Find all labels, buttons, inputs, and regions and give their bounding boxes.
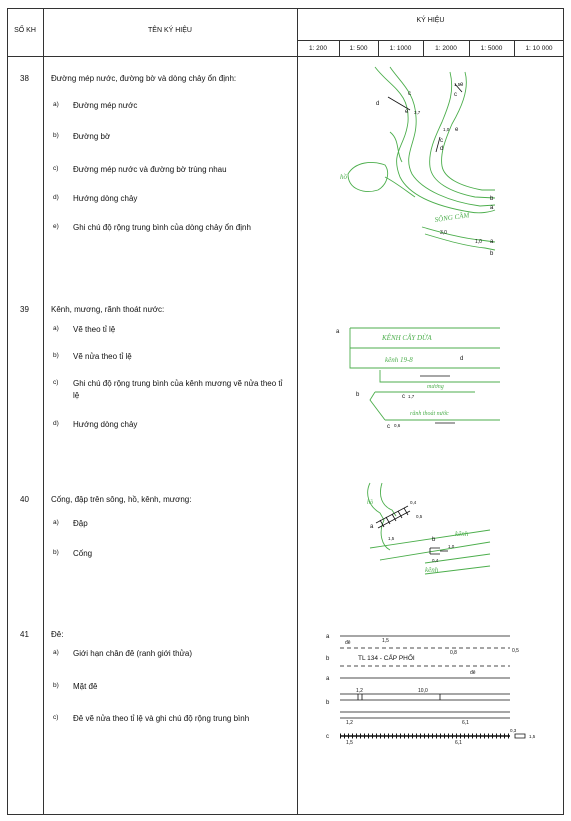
svg-text:0,5: 0,5 [512, 648, 519, 654]
scale-10000: 1: 10 000 [525, 45, 553, 52]
item-41-number: 41 [20, 630, 29, 639]
svg-text:6,1: 6,1 [455, 740, 462, 746]
svg-text:10,0: 10,0 [418, 688, 428, 694]
svg-text:0,6: 0,6 [394, 423, 401, 428]
scale-200: 1: 200 [308, 45, 328, 52]
svg-text:3,0: 3,0 [440, 230, 447, 236]
svg-text:1,7: 1,7 [408, 394, 415, 399]
svg-text:b: b [356, 392, 360, 398]
svg-text:hồ: hồ [340, 173, 347, 181]
svg-text:b: b [326, 656, 330, 662]
item-39-number: 39 [20, 305, 29, 314]
svg-text:c: c [440, 138, 443, 144]
header-bottom [7, 56, 564, 57]
svg-text:1,5: 1,5 [529, 734, 536, 739]
svg-text:kênh: kênh [425, 566, 439, 574]
svg-text:e: e [460, 82, 464, 88]
col-divider-1 [43, 8, 44, 815]
scale-5000: 1: 5000 [480, 45, 503, 52]
svg-text:1,2: 1,2 [356, 688, 363, 694]
svg-text:a: a [370, 524, 374, 530]
item-40-symbol [360, 478, 500, 588]
item-38-title: Đường mép nước, đường bờ và dòng chảy ổn định: [51, 74, 237, 83]
scale-2000: 1: 2000 [435, 45, 457, 52]
svg-text:b: b [432, 537, 436, 543]
svg-text:0,4: 0,4 [410, 500, 417, 505]
svg-text:d: d [376, 101, 380, 107]
svg-text:a: a [326, 676, 330, 682]
header-symbol: KÝ HIỆU [416, 17, 445, 24]
svg-text:6,1: 6,1 [462, 720, 469, 726]
svg-text:c: c [387, 424, 390, 430]
svg-text:0,5: 0,5 [416, 514, 423, 519]
svg-text:b: b [490, 251, 494, 257]
svg-text:hồ: hồ [367, 500, 373, 506]
svg-text:mương: mương [427, 384, 444, 390]
svg-text:1,5: 1,5 [346, 740, 353, 746]
item-38-number: 38 [20, 74, 29, 83]
col-divider-2 [297, 8, 298, 815]
item-40-title: Cống, đập trên sông, hồ, kênh, mương: [51, 495, 192, 504]
svg-text:a: a [490, 205, 494, 211]
scale-500: 1: 500 [349, 45, 368, 52]
svg-text:1,0: 1,0 [448, 544, 455, 549]
svg-text:c: c [326, 734, 329, 740]
svg-text:đê: đê [345, 640, 351, 646]
svg-text:TL 134 - CẤP PHỐI: TL 134 - CẤP PHỐI [358, 655, 415, 662]
item-41-title: Đê: [51, 630, 64, 639]
svg-text:0,8: 0,8 [450, 650, 457, 656]
svg-text:1,5: 1,5 [454, 82, 461, 87]
svg-text:1,0: 1,0 [475, 239, 482, 245]
svg-text:0,4: 0,4 [432, 558, 439, 563]
header-name: TÊN KÝ HIỆU [148, 27, 192, 34]
svg-text:b: b [490, 196, 494, 202]
svg-text:KÊNH CÂY DỪA: KÊNH CÂY DỪA [382, 334, 432, 342]
item-38-symbol [330, 62, 510, 262]
svg-text:b: b [326, 700, 330, 706]
svg-text:1,5: 1,5 [388, 536, 395, 541]
svg-text:c: c [402, 394, 405, 400]
svg-text:1,2: 1,2 [346, 720, 353, 726]
svg-text:1,0: 1,0 [443, 127, 450, 132]
scale-1000: 1: 1000 [389, 45, 412, 52]
svg-text:a: a [326, 634, 330, 640]
svg-text:e: e [455, 127, 459, 133]
svg-text:1,5: 1,5 [382, 638, 389, 644]
svg-text:d: d [460, 356, 464, 362]
svg-text:a: a [490, 239, 494, 245]
svg-text:0,3: 0,3 [510, 728, 517, 733]
svg-text:đê: đê [470, 670, 476, 676]
svg-text:e: e [405, 109, 409, 115]
svg-text:kênh 19-8: kênh 19-8 [385, 356, 413, 364]
svg-text:c: c [454, 92, 457, 98]
header-number: SỐ KH [14, 27, 36, 34]
svg-text:d: d [440, 146, 444, 152]
item-40-number: 40 [20, 495, 29, 504]
svg-text:rãnh thoát nước: rãnh thoát nước [410, 411, 449, 417]
item-39-title: Kênh, mương, rãnh thoát nước: [51, 305, 165, 314]
item-41-symbol [320, 628, 552, 746]
svg-text:kênh: kênh [455, 530, 469, 538]
svg-text:SÔNG CẦM: SÔNG CẦM [434, 211, 470, 224]
item-39-symbol [330, 320, 510, 435]
svg-text:c: c [408, 91, 411, 97]
svg-text:a: a [336, 329, 340, 335]
svg-text:3,7: 3,7 [414, 110, 421, 115]
